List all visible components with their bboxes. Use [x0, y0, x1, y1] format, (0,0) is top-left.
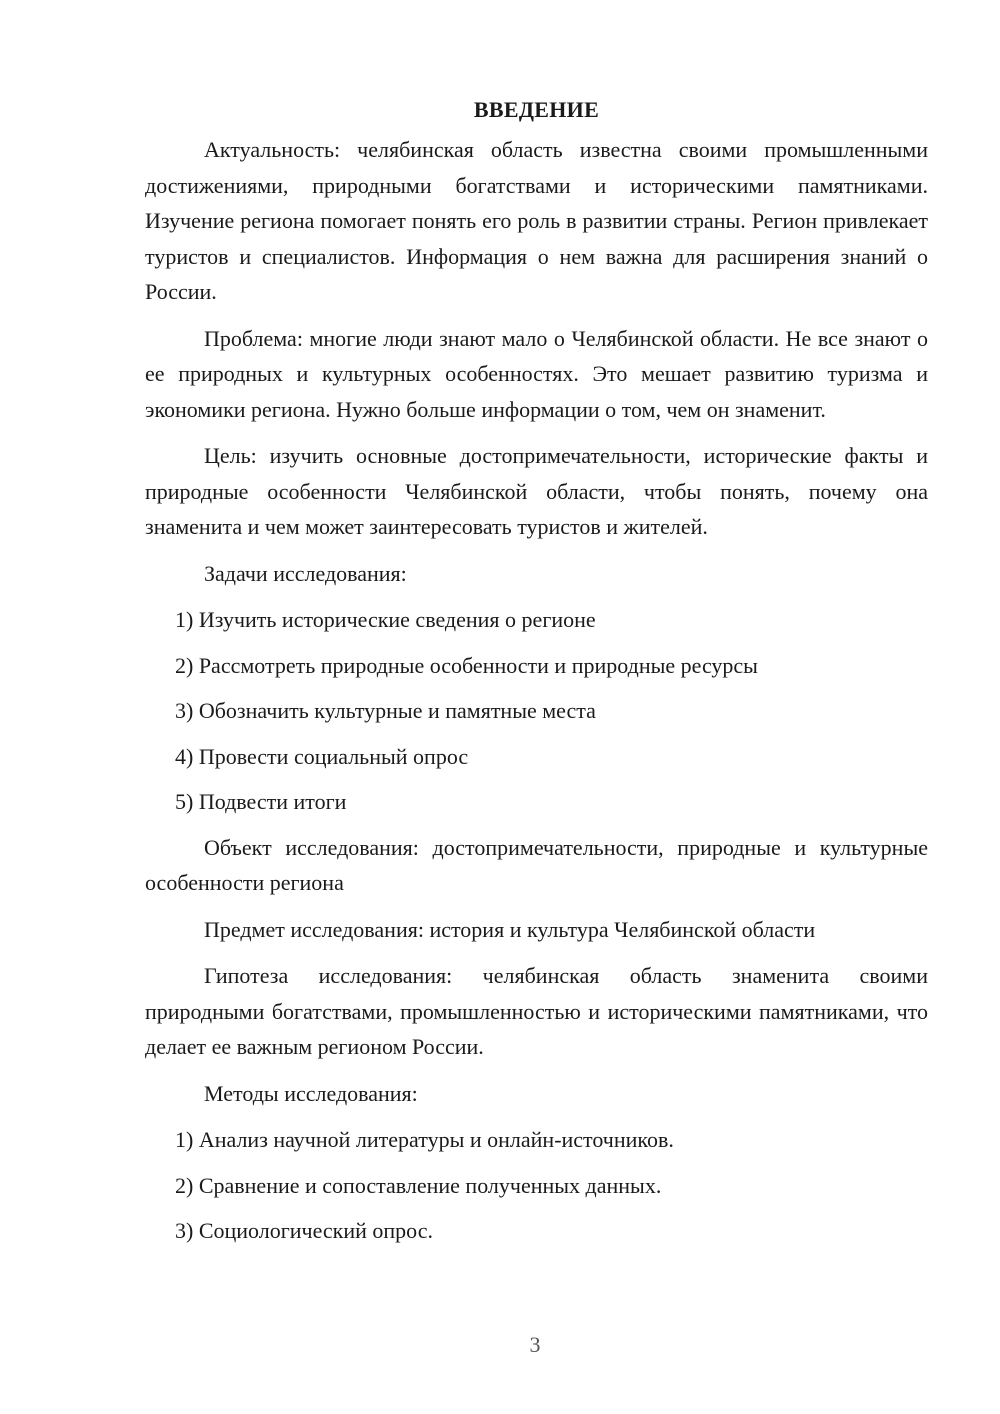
list-item: 1) Изучить исторические сведения о регионе [175, 607, 596, 632]
list-item: 4) Провести социальный опрос [175, 743, 469, 769]
methods-list [145, 1122, 928, 1249]
problem-paragraph: Проблема: многие люди знают мало о Челябинской области. Не все знают о ее природных и культурных особенностях. Это мешает развитию туризма и экономики региона. Нужно больше информации о том, чем он знаменит. [145, 325, 928, 422]
relevance-paragraph: Актуальность: челябинская область известна своими промышленными достижениями, природными богатствами и историческими памятниками. Изучение региона помогает понять его роль в развитии страны. Регион привлекает туристов и специалистов. Информация о нем важна для расширения знаний о России. [145, 137, 928, 304]
list-item: 3) Социологический опрос. [175, 1218, 433, 1243]
tasks-list [145, 602, 928, 820]
list-item: 5) Подвести итоги [175, 789, 347, 814]
methods-title: Методы исследования: [204, 1080, 418, 1106]
page-number: 3 [529, 1332, 541, 1357]
list-item: 1) Анализ научной литературы и онлайн-источников. [175, 1127, 674, 1152]
page-heading: ВВЕДЕНИЕ [473, 97, 600, 122]
hypothesis-paragraph: Гипотеза исследования: челябинская область знаменита своими природными богатствами, промышленностью и историческими памятниками, что делает ее важным регионом России. [145, 963, 928, 1059]
list-item: 2) Рассмотреть природные особенности и природные ресурсы [175, 652, 758, 678]
list-item: 2) Сравнение и сопоставление полученных данных. [175, 1172, 662, 1198]
subject-paragraph: Предмет исследования: история и культура Челябинской области [204, 916, 816, 942]
object-paragraph: Объект исследования: достопримечательности, природные и культурные особенности региона [145, 834, 928, 895]
goal-paragraph: Цель: изучить основные достопримечательности, исторические факты и природные особенности Челябинской области, чтобы понять, почему она знаменита и чем может заинтересовать туристов и жителей. [145, 443, 928, 539]
document-page [145, 93, 928, 1259]
tasks-title: Задачи исследования: [204, 560, 407, 586]
list-item: 3) Обозначить культурные и памятные места [175, 698, 596, 723]
